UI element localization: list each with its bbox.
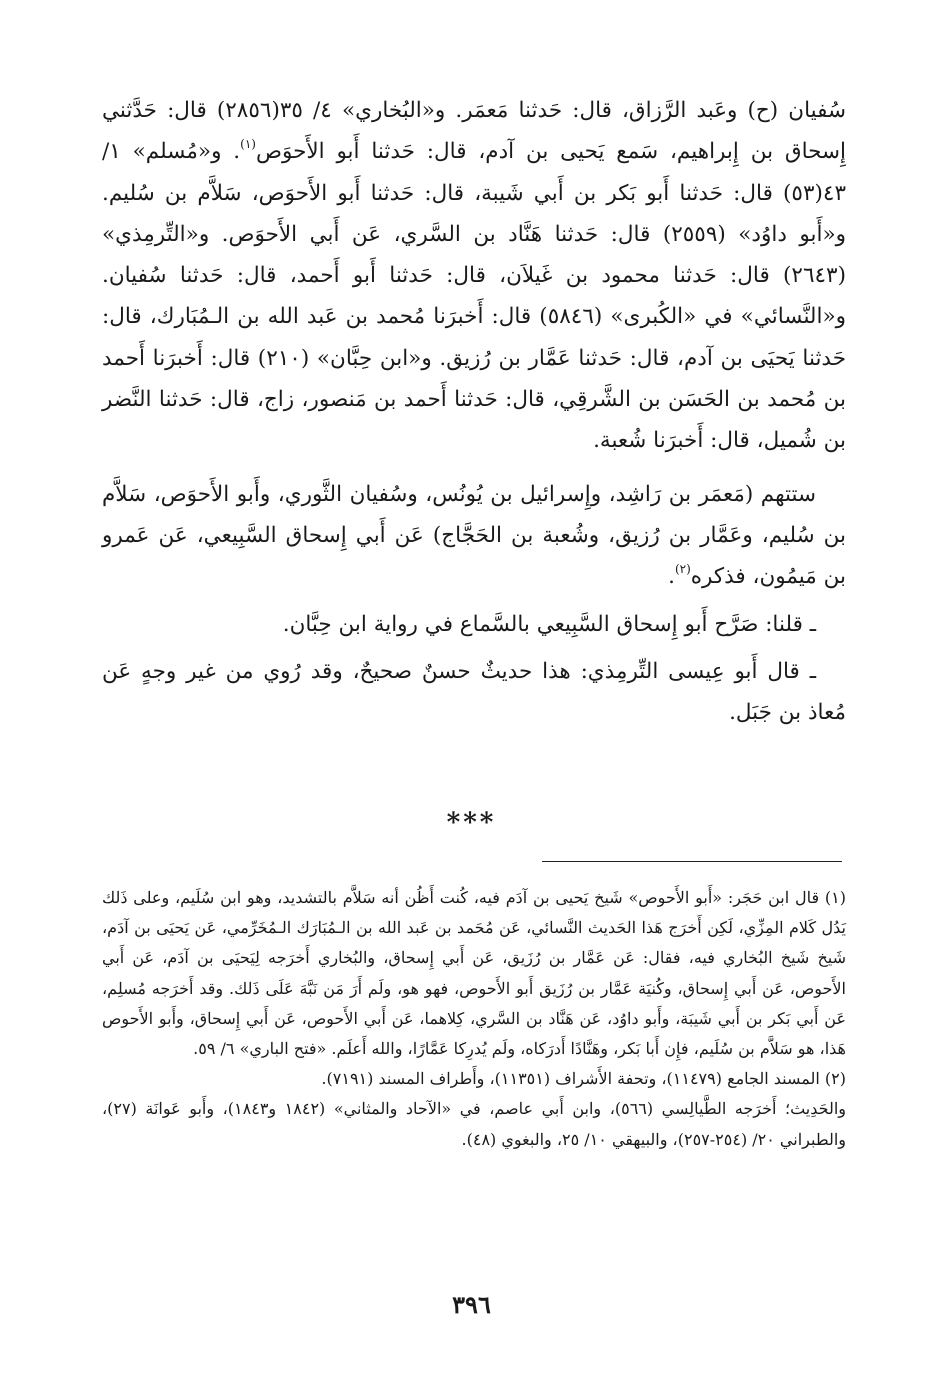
footnote-2: (٢) المسند الجامع (١١٤٧٩)، وتحفة الأَشراف (١١٣٥١)، وأَطراف المسند (٧١٩١). xyxy=(321,1069,846,1089)
note-point-1: ـ قلنا: صَرَّح أَبو إِسحاق السَّبِيعي بالسَّماع في رواية ابن حِبَّان. xyxy=(282,611,816,637)
note-point-2: ـ قال أَبو عِيسى التِّرمِذي: هذا حديثٌ حسنٌ صحيحٌ، وقد رُوي من غير وجهٍ عَن مُعاذ بن جَبَل. xyxy=(102,658,846,726)
footnote-1: (١) قال ابن حَجَر: «أَبو الأَحوص» شَيخ يَحيى بن آدَم فيه، كُنت أَظُن أنه سَلاَّم بالتشديد، وهو ابن سُلَيم، وعلى ذَلك يَدُل كَلام المِزِّي، لَكِن أَخرَج هَذا الحَديث النَّسائي، عَن مُحَمد بن عَبد الله بن الـمُبَارَك الـمُخَرِّمي، عَن يَحيَى بن آدَم، شَيخ شَيخ البُخاري فيه، فقال: عَن عَمَّار بن رُزَيق، عَن أَبي إِسحاق، والبُخاري أَخرَجه لِيَحيَى بن آدَم، عَن أَبي الأَحوص، عَن أَبي إِسحاق، وكُنيَة عَمَّار بن رُزَيق أَبو الأَحوص، فهو هو، ولَم أَرَ مَن نَبَّهَ عَلَى ذَلك. وقد أَخرَجه مُسلِم، عَن أَبي بَكر بن أَبي شَيبَة، وأَبو داوُد، عَن هَنَّاد بن السَّري، كِلاهما، عَن أَبي الأَحوص، عَن أَبي إِسحاق، وأَبو الأَحوص هَذا، هو سَلاَّم بن سُلَيم، فإِن أَبا بَكر، وهَنَّادًا أَدرَكاه، ولَم يُدرِكا عَمَّارًا، والله أَعلَم. «فتح الباري» ٦/ ٥٩. xyxy=(102,888,846,1059)
main-text xyxy=(102,90,846,733)
summary-paragraph xyxy=(102,474,846,598)
footnote-rule xyxy=(542,861,842,862)
footnote-ref-1[interactable]: (١) xyxy=(240,137,256,152)
summary-text: ستتهم (مَعمَر بن رَاشِد، وإِسرائيل بن يُونُس، وسُفيان الثَّوري، وأَبو الأَحوَص، سَلاَّم بن سُليم، وعَمَّار بن رُزيق، وشُعبة بن الحَجَّاج) عَن أَبي إِسحاق السَّبِيعي، عَن عَمرو بن مَيمُون، فذكره xyxy=(102,481,846,590)
chain-text-rest: . و«مُسلم» ١/ ٤٣(٥٣) قال: حَدثنا أَبو بَكر بن أَبي شَيبة، قال: حَدثنا أَبو الأَحوَص، سَلاَّم بن سُليم. و«أَبو داوُد» (٢٥٥٩) قال: حَدثنا هَنَّاد بن السَّري، عَن أَبي الأَحوَص. و«التِّرمِذي» (٢٦٤٣) قال: حَدثنا محمود بن غَيلاَن، قال: حَدثنا أَبو أَحمد، قال: حَدثنا سُفيان. و«النَّسائي» في «الكُبرى» (٥٨٤٦) قال: أَخبرَنا مُحمد بن عَبد الله بن الـمُبَارك، قال: حَدثنا يَحيَى بن آدم، قال: حَدثنا عَمَّار بن رُزيق. و«ابن حِبَّان» (٢١٠) قال: أَخبرَنا أَحمد بن مُحمد بن الحَسَن بن الشَّرقِي، قال: حَدثنا أَحمد بن مَنصور، زاج، قال: حَدثنا النَّضر بن شُميل، قال: أَخبرَنا شُعبة. xyxy=(102,139,847,454)
footnote-ref-2[interactable]: (٢) xyxy=(674,562,691,577)
footnotes xyxy=(102,883,846,1155)
chain-text-start: سُفيان (ح) وعَبد الرَّزاق، قال: حَدثنا مَعمَر. و«البُخاري» ٤/ ٣٥(٢٨٥٦) قال: حَدَّثني إِسحاق بن إِبراهيم، سَمع يَحيى بن آدم، قال: حَدثنا أَبو الأَحوَص xyxy=(102,98,847,165)
section-separator: *** xyxy=(446,808,497,838)
summary-end: . xyxy=(668,564,675,590)
page-number: ٣٩٦ xyxy=(452,1290,491,1319)
footnote-2-sources: والحَدِيث؛ أَخرَجه الطَّيالِسي (٥٦٦)، وابن أَبي عاصم، في «الآحاد والمثاني» (١٨٤٢ و١٨٤٣)، وأَبو عَوانَة (٢٧)، والطبراني ٢٠/ (٢٥٤-٢٥٧)، والبيهقي ١٠/ ٢٥، والبغوي (٤٨). xyxy=(102,1099,847,1149)
hadith-chain-paragraph xyxy=(102,90,846,462)
